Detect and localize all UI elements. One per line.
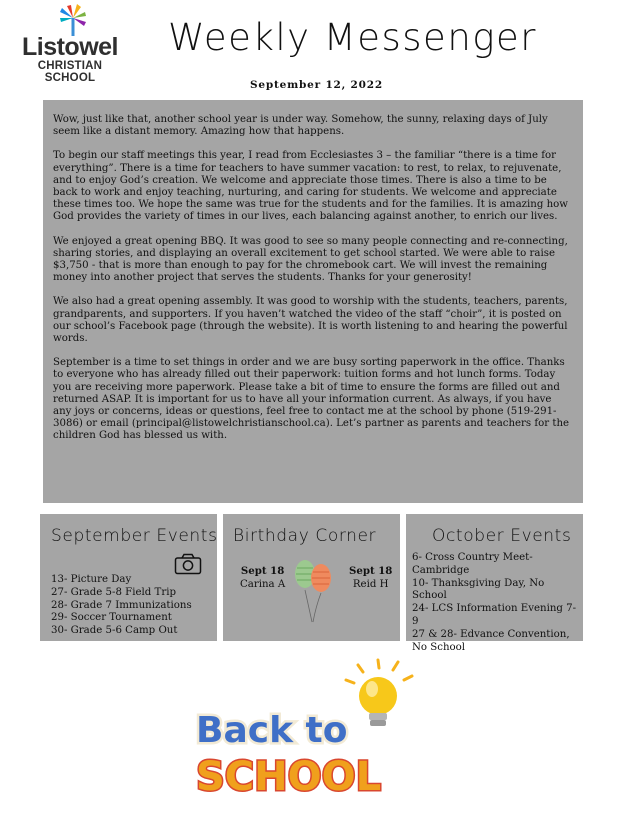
birthday-corner-box xyxy=(223,514,400,641)
september-events-list xyxy=(51,574,211,638)
birthday-date: Sept 18 xyxy=(349,565,393,577)
banner-line2: SCHOOL xyxy=(196,754,382,800)
event-item: 28- Grade 7 Immunizations xyxy=(51,599,192,611)
birthday-corner-title: Birthday Corner xyxy=(233,526,377,546)
october-events-title: October Events xyxy=(432,526,572,546)
event-item: 10- Thanksgiving Day, No School xyxy=(412,577,545,602)
letter-paragraph: We also had a great opening assembly. It was good to worship with the students, teachers, parents, grandparents, and supporters. If you haven’t watched the video of the staff “choir”, it is posted on our school’s Facebook page (through the website). It is worth listening to and hearing the powerful words. xyxy=(53,296,568,345)
event-item: 29- Soccer Tournament xyxy=(51,612,172,624)
event-item: 30- Grade 5-6 Camp Out xyxy=(51,625,178,637)
event-item: 6- Cross Country Meet-Cambridge xyxy=(412,552,533,576)
letter-paragraph: Wow, just like that, another school year is under way. Somehow, the sunny, relaxing days of July seem like a distant memory. Amazing how that happens. xyxy=(53,114,548,138)
september-events-box xyxy=(40,514,217,641)
birthday-date: Sept 18 xyxy=(240,565,285,577)
letter-paragraph: September is a time to set things in order and we are busy sorting paperwork in the office. Thanks to everyone who has already filled out their paperwork: tuition forms and hot lunch forms. Today you are receiving more paperwork. Please take a bit of time to ensure the forms are filled out and returned ASAP. It is important for us to have all your information current. As always, if you have any joys or concerns, ideas or questions, feel free to contact me at the school by phone (519-291-3086) or email (principal@listowelchristianschool.ca). Let’s partner as parents and teachers for the children God has blessed us with. xyxy=(53,357,570,442)
october-events-box xyxy=(406,514,583,653)
newsletter-title: Weekly Messenger xyxy=(168,16,537,59)
birthday-entry xyxy=(240,565,285,591)
event-item: 13- Picture Day xyxy=(51,574,132,585)
lightbulb-icon xyxy=(346,660,412,726)
letter-paragraph: We enjoyed a great opening BBQ. It was good to see so many people connecting and re-connecting, sharing stories, and displaying an overall excitement to get school started. We were able to raise $3,750 - that is more than enough to pay for the chromebook cart. We will invest the remaining money into another project that serves the students. Thanks for your generosity! xyxy=(53,235,568,284)
birthday-name: Carina A xyxy=(240,579,286,590)
birthday-name: Reid H xyxy=(352,579,389,590)
birthday-entry xyxy=(349,565,392,591)
logo-name: Listowel xyxy=(21,33,118,61)
logo-subtitle: CHRISTIAN SCHOOL xyxy=(37,60,103,84)
event-item: 24- LCS Information Evening 7-9 xyxy=(412,603,577,627)
camera-icon xyxy=(174,553,202,575)
balloons-icon xyxy=(292,556,334,628)
event-item: 27 & 28- Edvance Convention, No School xyxy=(412,628,570,653)
event-item: 27- Grade 5-8 Field Trip xyxy=(51,586,176,598)
newsletter-date: September 12, 2022 xyxy=(249,79,383,91)
letter-paragraph: To begin our staff meetings this year, I read from Ecclesiastes 3 – the familiar “there is a time for everything”. There is a time for teachers to have summer vacation: to rest, to relax, to rejuvenate, and to enjoy God’s creation. We welcome and appreciate those times. There is also a time to be back to work and enjoy teaching, nurturing, and caring for students. We welcome and appreciate these times too. We hope the same was true for the students and for the families. It is amazing how God provides the variety of times in our lives, each balancing against another, to enrich our lives. xyxy=(53,150,569,223)
september-events-title: September Events xyxy=(51,526,218,546)
principal-letter xyxy=(43,100,583,503)
banner-line1: Back to xyxy=(196,710,348,751)
back-to-school-banner xyxy=(182,652,452,812)
school-logo xyxy=(14,4,126,84)
october-events-list xyxy=(412,552,579,654)
